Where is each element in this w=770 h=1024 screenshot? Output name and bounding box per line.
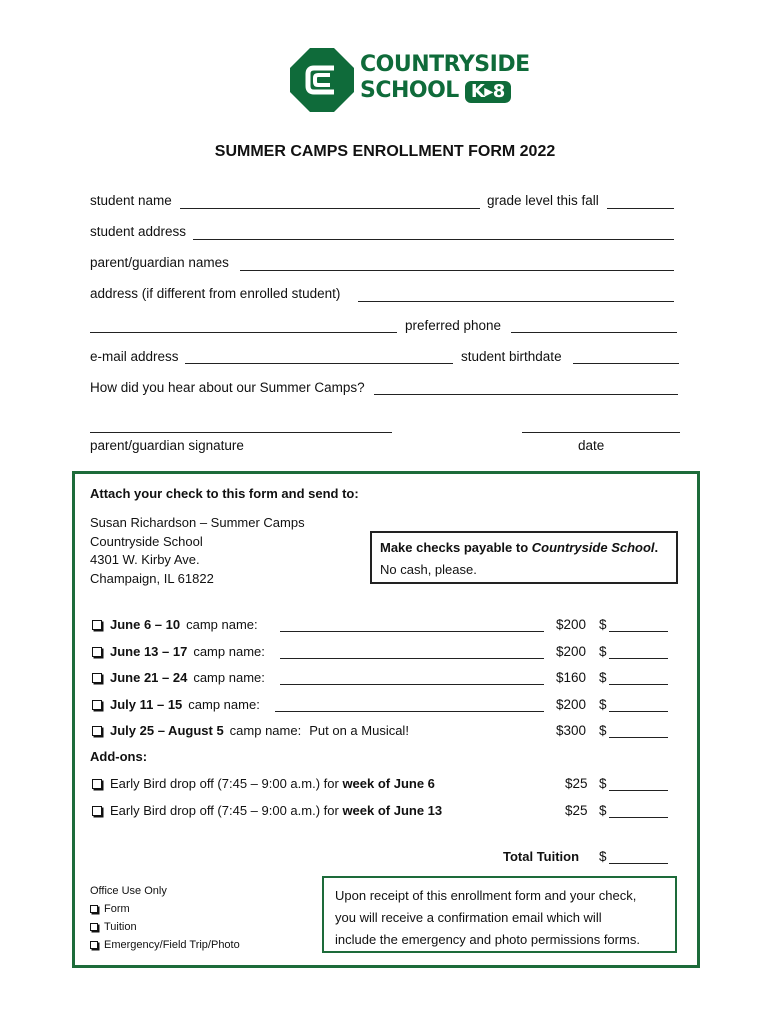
addon-amount-field[interactable] bbox=[609, 817, 668, 818]
camp-week: June 21 – 24 bbox=[110, 670, 188, 685]
office-item: Emergency/Field Trip/Photo bbox=[104, 939, 240, 951]
addon-week: week of June 6 bbox=[342, 776, 435, 791]
camp-name-field[interactable] bbox=[280, 684, 544, 685]
alt-address-line-2-field[interactable] bbox=[90, 332, 397, 333]
camp-checkbox[interactable] bbox=[92, 647, 102, 657]
camp-price: $300 bbox=[556, 723, 587, 738]
office-use-section bbox=[90, 882, 240, 954]
addon-price: $25 bbox=[565, 803, 588, 818]
payable-name: Countryside School bbox=[531, 540, 655, 555]
parent-names-field[interactable] bbox=[240, 270, 674, 271]
signature-label: parent/guardian signature bbox=[90, 438, 244, 453]
grade-level-field[interactable] bbox=[607, 208, 674, 209]
alt-address-field[interactable] bbox=[358, 301, 674, 302]
school-logo bbox=[290, 48, 530, 112]
email-label: e-mail address bbox=[90, 349, 179, 364]
payable-prefix: Make checks payable to bbox=[380, 540, 532, 555]
camp-amount-field[interactable] bbox=[609, 658, 668, 659]
student-name-label: student name bbox=[90, 193, 172, 208]
addon-text: Early Bird drop off (7:45 – 9:00 a.m.) for bbox=[110, 776, 343, 791]
camp-name-label: camp name: bbox=[193, 670, 265, 685]
camp-amount-field[interactable] bbox=[609, 631, 668, 632]
camp-price: $160 bbox=[556, 670, 587, 685]
logo-k8-badge: K▸8 bbox=[465, 81, 511, 103]
addons-heading: Add-ons: bbox=[90, 749, 148, 764]
camp-price: $200 bbox=[556, 697, 587, 712]
date-field[interactable] bbox=[522, 432, 680, 433]
camp-week: July 11 – 15 bbox=[110, 697, 183, 712]
camp-dollar-sign: $ bbox=[599, 697, 607, 712]
birthdate-field[interactable] bbox=[573, 363, 679, 364]
camp-price: $200 bbox=[556, 617, 587, 632]
addon-text: Early Bird drop off (7:45 – 9:00 a.m.) for bbox=[110, 803, 343, 818]
addon-amount-field[interactable] bbox=[609, 790, 668, 791]
mailing-address bbox=[90, 514, 305, 588]
camp-name-label: camp name: bbox=[188, 697, 260, 712]
camp-checkbox[interactable] bbox=[92, 700, 102, 710]
student-address-field[interactable] bbox=[193, 239, 674, 240]
camp-week: June 13 – 17 bbox=[110, 644, 188, 659]
office-use-heading: Office Use Only bbox=[90, 885, 167, 897]
email-field[interactable] bbox=[185, 363, 453, 364]
camp-name-label: camp name: bbox=[229, 723, 302, 738]
addon-dollar-sign: $ bbox=[599, 776, 607, 791]
payable-suffix: . bbox=[654, 540, 659, 555]
camp-checkbox[interactable] bbox=[92, 673, 102, 683]
addon-checkbox[interactable] bbox=[92, 806, 102, 816]
birthdate-label: student birthdate bbox=[461, 349, 562, 364]
addon-price: $25 bbox=[565, 776, 588, 791]
camp-name-field[interactable] bbox=[280, 631, 544, 632]
camp-amount-field[interactable] bbox=[609, 737, 668, 738]
notice-line: Upon receipt of this enrollment form and your check, bbox=[335, 888, 637, 903]
office-emergency-checkbox[interactable] bbox=[90, 941, 98, 949]
payable-notice-box bbox=[370, 531, 678, 584]
camp-name-label: camp name: bbox=[186, 617, 258, 632]
camp-amount-field[interactable] bbox=[609, 684, 668, 685]
preferred-phone-label: preferred phone bbox=[405, 318, 502, 333]
camp-checkbox[interactable] bbox=[92, 620, 102, 630]
camp-name-field[interactable] bbox=[280, 658, 544, 659]
grade-level-label: grade level this fall bbox=[487, 193, 599, 208]
office-item: Tuition bbox=[104, 921, 137, 933]
total-tuition-label: Total Tuition bbox=[503, 849, 580, 864]
total-tuition-field[interactable] bbox=[609, 863, 668, 864]
date-label: date bbox=[578, 438, 605, 453]
camp-dollar-sign: $ bbox=[599, 723, 607, 738]
logo-line-1: COUNTRYSIDE bbox=[360, 52, 530, 77]
addon-week: week of June 13 bbox=[342, 803, 443, 818]
addon-dollar-sign: $ bbox=[599, 803, 607, 818]
countryside-c-icon bbox=[290, 48, 354, 112]
camp-dollar-sign: $ bbox=[599, 644, 607, 659]
camp-week: June 6 – 10 bbox=[110, 617, 181, 632]
camp-dollar-sign: $ bbox=[599, 670, 607, 685]
camp-checkbox[interactable] bbox=[92, 726, 102, 736]
student-name-field[interactable] bbox=[180, 208, 480, 209]
total-dollar-sign: $ bbox=[599, 849, 607, 864]
camp-name-label: camp name: bbox=[193, 644, 265, 659]
signature-field[interactable] bbox=[90, 432, 392, 433]
heard-about-label: How did you hear about our Summer Camps? bbox=[90, 380, 365, 395]
camp-week: July 25 – August 5 bbox=[110, 723, 224, 738]
camp-amount-field[interactable] bbox=[609, 711, 668, 712]
alt-address-label: address (if different from enrolled student) bbox=[90, 286, 341, 301]
camp-name-field[interactable] bbox=[275, 711, 544, 712]
office-item: Form bbox=[104, 903, 130, 915]
form-title: SUMMER CAMPS ENROLLMENT FORM 2022 bbox=[214, 143, 556, 160]
parent-names-label: parent/guardian names bbox=[90, 255, 229, 270]
address-line: Champaign, IL 61822 bbox=[90, 570, 214, 586]
no-cash-note: No cash, please. bbox=[380, 562, 477, 577]
student-address-label: student address bbox=[90, 224, 187, 239]
camp-name-value: Put on a Musical! bbox=[309, 723, 409, 738]
office-form-checkbox[interactable] bbox=[90, 905, 98, 913]
confirmation-notice-box bbox=[322, 876, 677, 953]
address-line: Countryside School bbox=[90, 533, 203, 549]
notice-line: you will receive a confirmation email which will bbox=[335, 910, 602, 925]
address-line: 4301 W. Kirby Ave. bbox=[90, 552, 200, 567]
camp-price: $200 bbox=[556, 644, 587, 659]
address-line: Susan Richardson – Summer Camps bbox=[90, 515, 305, 530]
camp-dollar-sign: $ bbox=[599, 617, 607, 632]
logo-line-2: SCHOOL bbox=[360, 78, 459, 103]
office-tuition-checkbox[interactable] bbox=[90, 923, 98, 931]
payment-heading: Attach your check to this form and send to: bbox=[90, 486, 359, 501]
notice-line: include the emergency and photo permissions forms. bbox=[335, 932, 640, 947]
addon-checkbox[interactable] bbox=[92, 779, 102, 789]
heard-about-field[interactable] bbox=[374, 394, 678, 395]
preferred-phone-field[interactable] bbox=[511, 332, 677, 333]
